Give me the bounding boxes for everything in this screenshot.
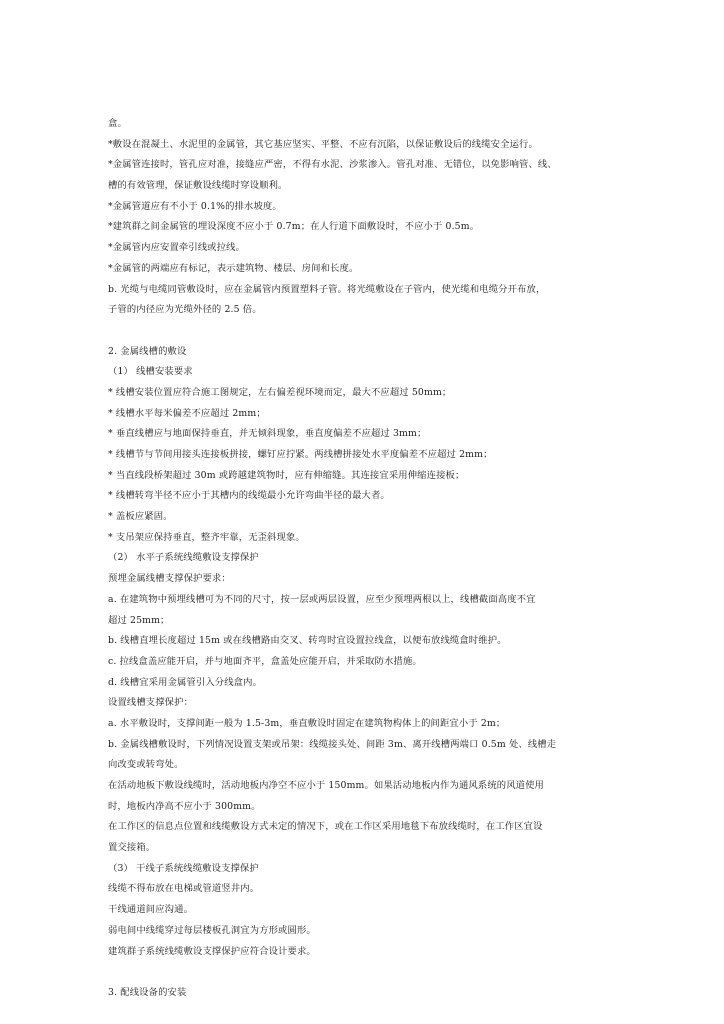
text-line: 向改变或转弯处。 bbox=[108, 759, 184, 771]
text-line: 线缆不得布放在电梯或管道竖井内。 bbox=[108, 883, 260, 895]
text-line: b. 光缆与电缆同管敷设时，应在金属管内预置塑料子管。将光缆敷设在子管内，使光缆和电缆分开布放， bbox=[108, 283, 546, 295]
text-line: *敷设在混凝土、水泥里的金属管，其它基应坚实、平整、不应有沉陷，以保证敷设后的线缆安全运行。 bbox=[108, 138, 538, 150]
document-body bbox=[108, 114, 628, 1004]
text-line: （1） 线槽安装要求 bbox=[108, 366, 193, 378]
text-line: * 线槽水平每米偏差不应超过 2mm； bbox=[108, 407, 266, 419]
text-line: * 线槽节与节间用接头连接板拼接，螺钉应拧紧。两线槽拼接处水平度偏差不应超过 2mm； bbox=[108, 449, 493, 460]
text-line: 设置线槽支撑保护： bbox=[108, 697, 194, 709]
text-line: *金属管连接时，管孔应对准，接缝应严密，不得有水泥、沙浆渗入。管孔对准、无错位，以免影响管、线、 bbox=[108, 159, 557, 171]
text-line: *金属管内应安置牵引线或拉线。 bbox=[108, 242, 246, 254]
text-line: 干线通道间应沟通。 bbox=[108, 904, 194, 916]
text-line: 盒。 bbox=[108, 118, 127, 129]
text-line: 在工作区的信息点位置和线缆敷设方式未定的情况下，或在工作区采用地毯下布放线缆时，在工作区宜设 bbox=[108, 821, 543, 833]
text-line: 时，地板内净高不应小于 300mm。 bbox=[108, 800, 261, 812]
text-line: b. 金属线槽敷设时，下列情况设置支架或吊架：线缆接头处、间距 3m、离开线槽两端口 0.5m 处、线槽走 bbox=[108, 738, 557, 750]
text-line: * 支吊架应保持垂直，整齐牢靠，无歪斜现象。 bbox=[108, 531, 305, 543]
text-line: d. 线槽宜采用金属管引入分线盒内。 bbox=[108, 676, 263, 688]
text-line: 2. 金属线槽的敷设 bbox=[108, 345, 187, 357]
text-line: * 线槽安装位置应符合施工图规定，左右偏差视环境而定，最大不应超过 50mm； bbox=[108, 386, 452, 398]
text-line: *建筑群之间金属管的埋设深度不应小于 0.7m；在人行道下面敷设时，不应小于 0.5m。 bbox=[108, 221, 480, 233]
text-line: （2） 水平子系统线缆敷设支撑保护 bbox=[108, 552, 259, 564]
text-line: a. 在建筑物中预埋线槽可为不同的尺寸，按一层或两层设置，应至少预埋两根以上，线槽截面高度不宜 bbox=[108, 593, 536, 605]
blank-line bbox=[108, 321, 628, 342]
text-line: 槽的有效管理，保证敷设线缆时穿设顺利。 bbox=[108, 180, 288, 192]
text-line: * 线槽转弯半径不应小于其槽内的线缆最小允许弯曲半径的最大者。 bbox=[108, 490, 390, 502]
text-line: * 垂直线槽应与地面保持垂直，并无倾斜现象，垂直度偏差不应超过 3mm； bbox=[108, 428, 427, 440]
text-line: 置交接箱。 bbox=[108, 842, 156, 854]
text-line: 3. 配线设备的安装 bbox=[108, 986, 187, 998]
text-line: c. 拉线盒盖应能开启，并与地面齐平，盒盖处应能开启，并采取防水措施。 bbox=[108, 655, 422, 667]
text-line: 建筑群子系统线缆敷设支撑保护应符合设计要求。 bbox=[108, 945, 316, 957]
blank-line bbox=[108, 962, 628, 983]
text-line: *金属管的两端应有标记，表示建筑物、楼层、房间和长度。 bbox=[108, 262, 359, 274]
text-line: * 当直线段桥架超过 30m 或跨越建筑物时，应有伸缩缝。其连接宜采用伸缩连接板； bbox=[108, 469, 465, 481]
text-line: 子管的内径应为光缆外径的 2.5 倍。 bbox=[108, 304, 262, 316]
text-line: 预埋金属线槽支撑保护要求： bbox=[108, 573, 231, 585]
text-line: 弱电间中线缆穿过每层楼板孔洞宜为方形或圆形。 bbox=[108, 924, 316, 936]
text-line: * 盖板应紧固。 bbox=[108, 511, 173, 523]
text-line: a. 水平敷设时，支撑间距一般为 1.5-3m，垂直敷设时固定在建筑物构体上的间距宜小于 2m； bbox=[108, 717, 506, 729]
text-line: b. 线槽直埋长度超过 15m 或在线槽路由交叉、转弯时宜设置拉线盒，以便布放线缆盒时维护。 bbox=[108, 635, 507, 647]
text-line: （3） 干线子系统线缆敷设支撑保护 bbox=[108, 862, 259, 874]
text-line: 超过 25mm； bbox=[108, 614, 170, 626]
text-line: *金属管道应有不小于 0.1%的排水坡度。 bbox=[108, 200, 282, 212]
text-line: 在活动地板下敷设线缆时，活动地板内净空不应小于 150mm。如果活动地板内作为通风系统的风道使用 bbox=[108, 780, 545, 791]
